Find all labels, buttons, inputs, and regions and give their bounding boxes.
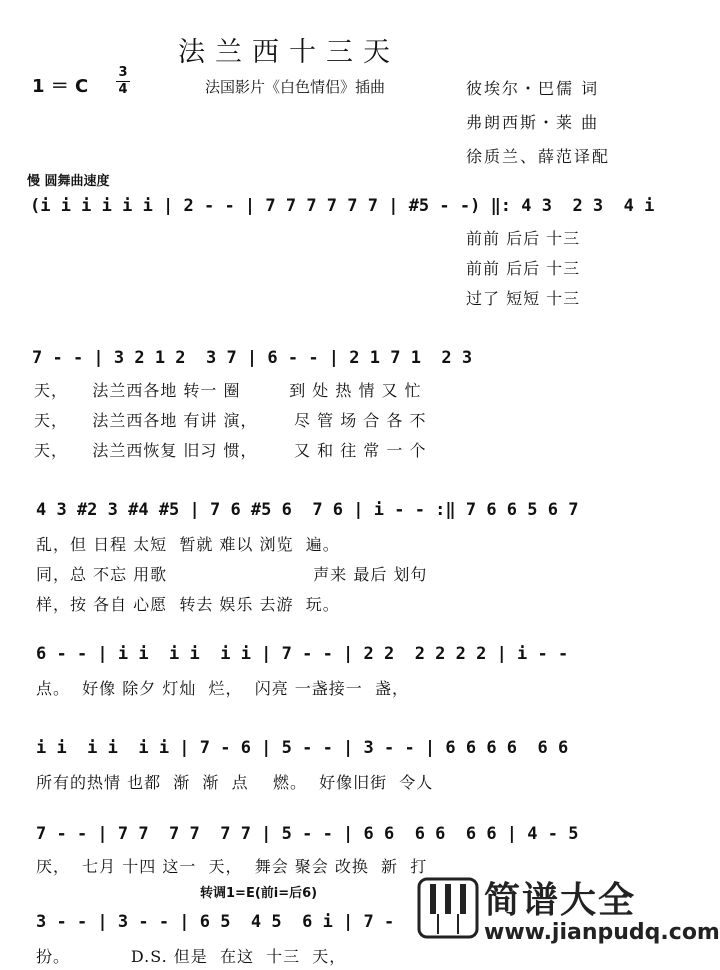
song-title: 法兰西十三天 (178, 37, 400, 68)
lyric-line-5-1: 所有的热情 也都 渐 渐 点 燃。 好像旧街 令人 (36, 773, 434, 792)
lyric-line-1-3: 过了 短短 十三 (466, 289, 581, 308)
lyric-line-3-2: 同，总 不忘 用歌 声来 最后 划句 (36, 565, 428, 584)
tempo-marking: 慢 圆舞曲速度 (27, 174, 110, 189)
notes-line-6: 7 - - | 7 7 7 7 7 7 | 5 - - | 6 6 6 6 6 6 | 4 - 5 (36, 824, 579, 844)
lyric-line-2-1: 天， 法兰西各地 转一 圈 到 处 热 情 又 忙 (34, 381, 422, 400)
notes-line-1: (i i i i i i | 2 - - | 7 7 7 7 7 7 | #5 - -) ‖: 4 3 2 3 4 i (30, 196, 655, 216)
logo-url: www.jianpudq.com (484, 920, 720, 945)
piano-keys-icon (418, 878, 478, 938)
notes-line-7: 3 - - | 3 - - | 6 5 4 5 6 i | 7 - (36, 912, 395, 932)
notes-line-2: 7 - - | 3 2 1 2 3 7 | 6 - - | 2 1 7 1 2 3 (32, 348, 473, 368)
lyric-line-2-3: 天， 法兰西恢复 旧习 惯， 又 和 往 常 一 个 (34, 441, 427, 460)
modulation-marking: 转调1=E(前i=后6) (200, 886, 318, 901)
notes-line-4: 6 - - | i i i i i i | 7 - - | 2 2 2 2 2 2 | i - - (36, 644, 569, 664)
time-signature-bottom: 4 (118, 82, 128, 97)
lyric-line-2-2: 天， 法兰西各地 有讲 演， 尽 管 场 合 各 不 (34, 411, 427, 430)
lyric-line-3-3: 样，按 各自 心愿 转去 娱乐 去游 玩。 (36, 595, 340, 614)
translator-credit: 徐质兰、薛范译配 (466, 147, 611, 166)
key-signature: 1 ＝ C (32, 76, 89, 97)
composer-credit: 弗朗西斯・莱 曲 (466, 113, 600, 132)
logo-name: 简谱大全 (484, 880, 637, 921)
subtitle: 法国影片《白色情侣》插曲 (205, 78, 386, 96)
time-signature-top: 3 (118, 65, 128, 80)
notes-line-3: 4 3 #2 3 #4 #5 | 7 6 #5 6 7 6 | i - - :‖ 7 6 6 5 6 7 (36, 500, 579, 520)
lyric-line-4-1: 点。 好像 除夕 灯灿 烂， 闪亮 一盏接一 盏， (36, 679, 409, 698)
lyricist-credit: 彼埃尔・巴儒 词 (466, 79, 600, 98)
lyric-line-3-1: 乱，但 日程 太短 暂就 难以 浏览 遍。 (36, 535, 340, 554)
lyric-line-6-1: 厌， 七月 十四 这一 天， 舞会 聚会 改换 新 打 (36, 857, 428, 876)
lyric-line-1-1: 前前 后后 十三 (466, 229, 581, 248)
lyric-line-1-2: 前前 后后 十三 (466, 259, 581, 278)
notes-line-5: i i i i i i | 7 - 6 | 5 - - | 3 - - | 6 6 6 6 6 6 (36, 738, 569, 758)
site-logo (418, 872, 720, 958)
time-signature (116, 66, 130, 97)
lyric-line-7-1: 扮。 D.S. 但是 在这 十三 天， (36, 947, 347, 966)
